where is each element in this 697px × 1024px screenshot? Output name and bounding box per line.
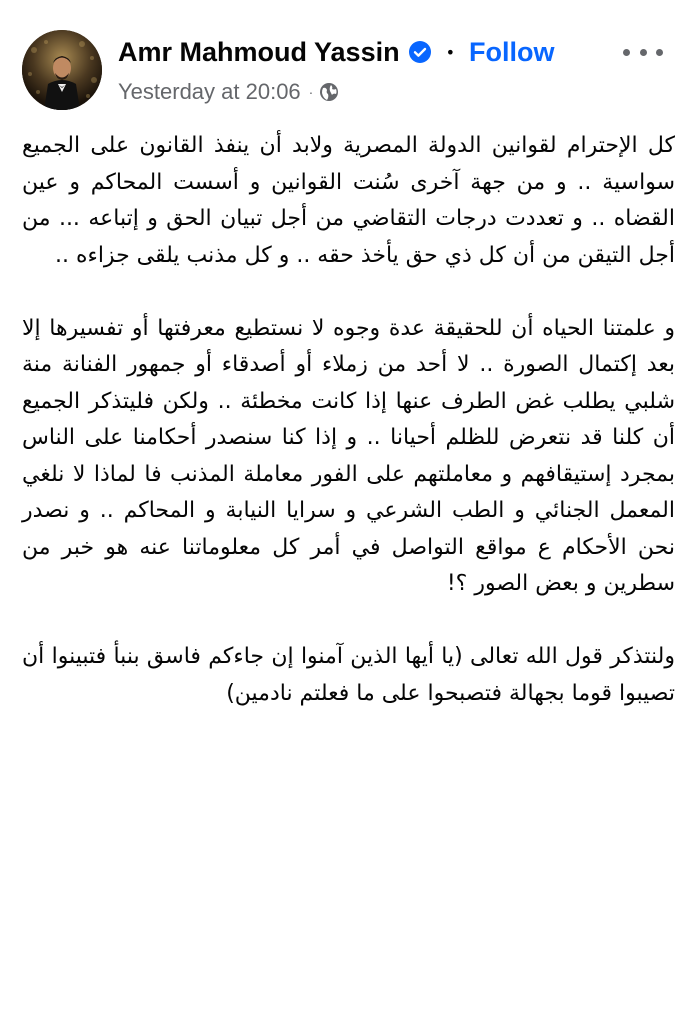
post-text <box>22 128 675 712</box>
more-dot <box>623 49 630 56</box>
post-header <box>0 0 697 120</box>
header-separator: • <box>445 42 456 62</box>
post-meta <box>118 78 339 106</box>
author-name-row <box>118 34 555 70</box>
post-paragraph: كل الإحترام لقوانين الدولة المصرية ولابد أن ينفذ القانون على الجميع سواسية .. و من جهة آخرى سُنت القوانين و أسست المحاكم و عين القضاه .. و تعددت درجات التقاضي من أجل تبيان الحق و إتباعه ... من أجل التيقن من أن كل ذي حق يأخذ حقه .. و كل مذنب يلقى جزاءه .. <box>22 133 675 268</box>
post-paragraph: ولنتذكر قول الله تعالى (يا أيها الذين آمنوا إن جاءكم فاسق بنبأ فتبينوا أن تصيبوا قوما بجهالة فتصبحوا على ما فعلتم نادمين) <box>22 644 675 706</box>
more-dot <box>640 49 647 56</box>
meta-separator: · <box>308 84 314 100</box>
more-options-icon[interactable] <box>623 40 663 64</box>
author-avatar[interactable] <box>22 30 102 110</box>
follow-button[interactable]: Follow <box>469 36 555 67</box>
verified-badge-icon <box>408 40 432 64</box>
post-paragraph: و علمتنا الحياه أن للحقيقة عدة وجوه لا نستطيع معرفتها أو تفسيرها إلا بعد إكتمال الصورة .. لا أحد من زملاء أو أصدقاء أو جمهور الفنانة منة شلبي يطلب غض الطرف عنها إذا كانت مخطئة .. ولكن فليتذكر الجميع أن كلنا قد نتعرض للظلم أحيانا .. و إذا كنا سنصدر أحكامنا على الناس بمجرد إستيقافهم و معاملتهم على الفور معاملة المذنب فا لماذا لا نلغي المعمل الجنائي و الطب الشرعي و سرايا النيابة و المحاكم .. و نصدر نحن الأحكام ع مواقع التواصل في أمر كل معلوماتنا عنه هو خبر من سطرين و بعض الصور ؟! <box>22 315 675 596</box>
more-dot <box>656 49 663 56</box>
globe-icon[interactable] <box>319 82 339 102</box>
author-name[interactable]: Amr Mahmoud Yassin <box>118 36 400 67</box>
post-timestamp[interactable]: Yesterday at 20:06 <box>118 79 301 104</box>
avatar-image <box>22 30 102 110</box>
